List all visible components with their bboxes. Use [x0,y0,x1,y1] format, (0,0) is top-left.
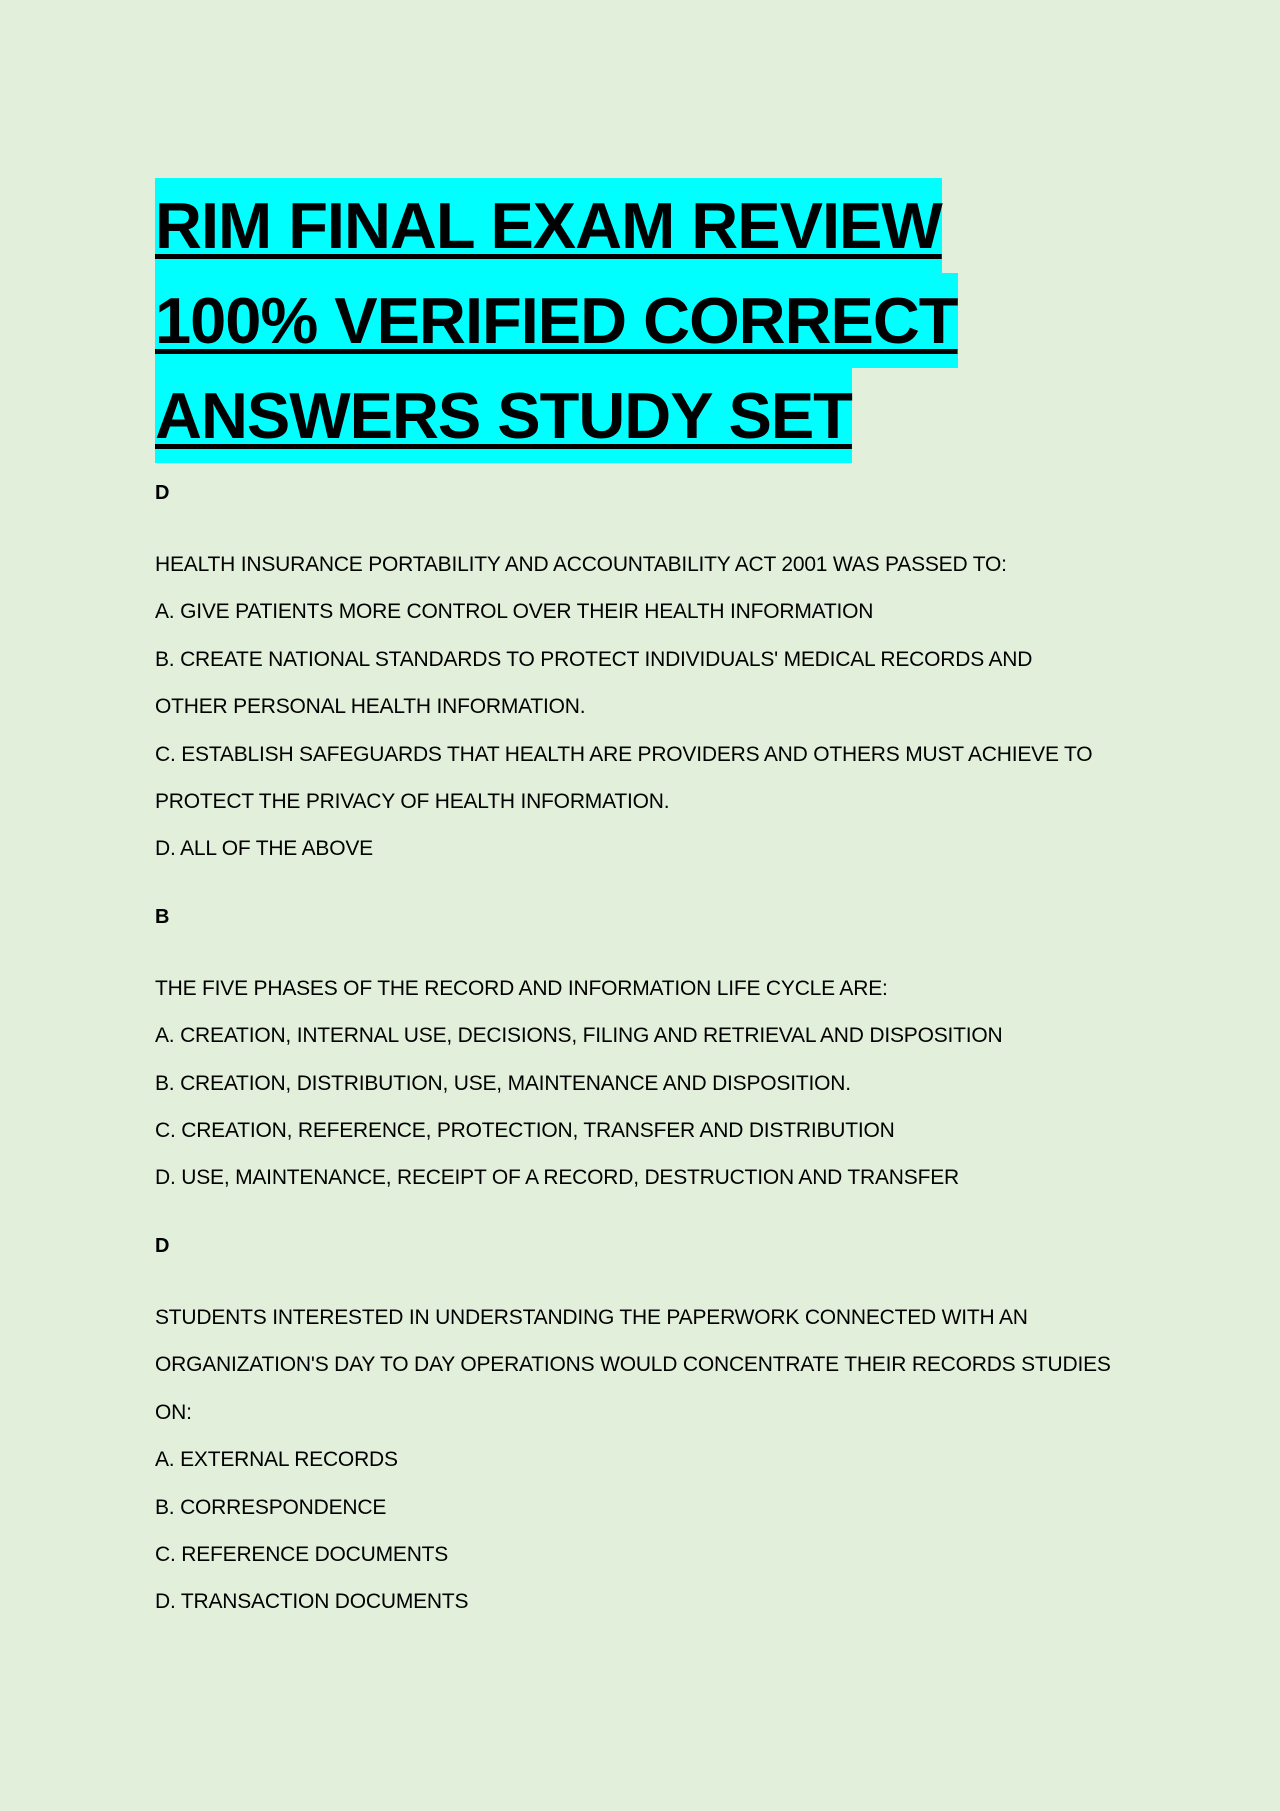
question-block [155,905,1155,1202]
option-line: PROTECT THE PRIVACY OF HEALTH INFORMATION. [155,790,670,814]
option-line: A. EXTERNAL RECORDS [155,1448,398,1472]
option-line: A. CREATION, INTERNAL USE, DECISIONS, FILING AND RETRIEVAL AND DISPOSITION [155,1024,1003,1048]
document-page [155,178,1155,1626]
title-line: RIM FINAL EXAM REVIEW [155,178,942,273]
option-line: B. CORRESPONDENCE [155,1495,387,1519]
question-text [155,541,1155,873]
question-line: ORGANIZATION'S DAY TO DAY OPERATIONS WOULD CONCENTRATE THEIR RECORDS STUDIES [155,1353,1111,1377]
option-line: C. REFERENCE DOCUMENTS [155,1542,449,1566]
answer-label: D [155,1234,170,1257]
option-line: B. CREATE NATIONAL STANDARDS TO PROTECT INDIVIDUALS' MEDICAL RECORDS AND [155,647,1033,671]
answer-label: D [155,482,170,504]
question-line: STUDENTS INTERESTED IN UNDERSTANDING THE PAPERWORK CONNECTED WITH AN [155,1305,1028,1329]
question-text [155,965,1155,1202]
option-line: D. ALL OF THE ABOVE [155,837,373,861]
question-line: THE FIVE PHASES OF THE RECORD AND INFORMATION LIFE CYCLE ARE: [155,976,888,1000]
document-title [155,178,1155,463]
title-line: 100% VERIFIED CORRECT [155,273,958,368]
question-line: HEALTH INSURANCE PORTABILITY AND ACCOUNTABILITY ACT 2001 WAS PASSED TO: [155,553,1007,576]
option-line: C. ESTABLISH SAFEGUARDS THAT HEALTH ARE PROVIDERS AND OTHERS MUST ACHIEVE TO [155,742,1093,766]
title-line: ANSWERS STUDY SET [155,368,852,463]
question-block [155,1234,1155,1626]
option-line: D. USE, MAINTENANCE, RECEIPT OF A RECORD, DESTRUCTION AND TRANSFER [155,1166,959,1190]
option-line: OTHER PERSONAL HEALTH INFORMATION. [155,695,586,719]
option-line: A. GIVE PATIENTS MORE CONTROL OVER THEIR HEALTH INFORMATION [155,600,874,624]
option-line: B. CREATION, DISTRIBUTION, USE, MAINTENANCE AND DISPOSITION. [155,1071,851,1095]
question-text [155,1294,1155,1626]
question-line: ON: [155,1400,192,1424]
option-line: C. CREATION, REFERENCE, PROTECTION, TRANSFER AND DISTRIBUTION [155,1119,895,1143]
option-line: D. TRANSACTION DOCUMENTS [155,1590,469,1614]
question-block [155,481,1155,873]
answer-label: B [155,905,170,928]
